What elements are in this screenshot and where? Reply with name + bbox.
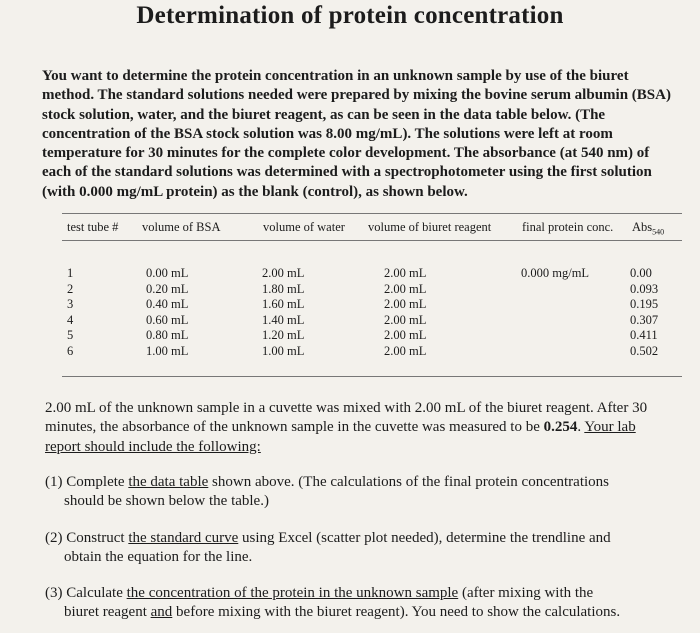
task-3-line2-a: biuret reagent: [64, 604, 151, 621]
column-biuret: [384, 266, 426, 360]
cell-tube-number: 2: [67, 281, 74, 296]
cell-tube-number: 3: [67, 297, 74, 312]
cell-water-volume: 1.80 mL: [262, 281, 305, 296]
intro-text-1: You want to determine the protein concentration in an unknown sample by use of the biuret method. The standard solutions needed were prepared by mixing the bovine serum albumin (BSA) stock solution, water, and the biuret reagent, as can be seen in the data table below. (The concentration of the BSA stock solution was: [42, 68, 671, 142]
task-3-post: (after mixing with the: [458, 585, 594, 601]
column-bsa: [146, 266, 188, 360]
header-absorbance: [632, 220, 664, 237]
cell-absorbance: 0.411: [630, 328, 658, 343]
header-volume-bsa: volume of BSA: [142, 220, 221, 234]
cell-biuret-volume: 2.00 mL: [384, 328, 427, 343]
cell-water-volume: 1.40 mL: [262, 312, 305, 327]
cell-bsa-volume: 0.20 mL: [146, 281, 189, 296]
report-requirement: Your lab report should include the following:: [45, 419, 636, 455]
column-absorbance: [630, 266, 658, 360]
cell-bsa-volume: 1.00 mL: [146, 343, 189, 358]
cell-bsa-volume: 0.40 mL: [146, 297, 189, 312]
cell-bsa-volume: 0.00 mL: [146, 266, 189, 280]
cell-absorbance: 0.195: [630, 297, 659, 312]
cell-tube-number: 5: [67, 328, 74, 343]
cell-tube-number: 1: [67, 266, 74, 280]
task-2-line2: obtain the equation for the line.: [64, 549, 253, 566]
task-1-pre: (1) Complete: [45, 474, 129, 490]
column-test-tube: [67, 266, 73, 360]
task-1-underlined: the data table: [128, 474, 209, 490]
cell-water-volume: 1.00 mL: [262, 343, 305, 358]
cell-tube-number: 6: [67, 343, 74, 358]
cell-water-volume: 1.60 mL: [262, 297, 305, 312]
header-abs-subscript: 540: [652, 227, 665, 237]
cell-bsa-volume: 0.60 mL: [146, 312, 189, 327]
header-test-tube: test tube #: [67, 220, 119, 234]
stock-concentration: 8.00 mg/mL: [325, 125, 403, 142]
task-1-line2: should be shown below the table.): [64, 493, 269, 510]
task-3-line2: [45, 603, 675, 622]
task-3: [45, 584, 675, 623]
unknown-paragraph: [45, 399, 675, 457]
task-3-and: and: [150, 604, 173, 621]
cell-biuret-volume: 2.00 mL: [384, 312, 427, 327]
cell-biuret-volume: 2.00 mL: [384, 343, 427, 358]
cell-absorbance: 0.502: [630, 343, 659, 358]
header-volume-biuret: volume of biuret reagent: [368, 220, 492, 234]
header-volume-water: volume of water: [263, 220, 345, 234]
page-title: Determination of protein concentration: [136, 2, 564, 29]
cell-biuret-volume: 2.00 mL: [384, 281, 427, 296]
cell-absorbance: 0.093: [630, 281, 659, 296]
task-2: [45, 529, 675, 568]
intro-text-2: ). The solutions were left at room temperature for 30 minutes for the complete color development. The absorbance (at 540 nm) of each of the standard solutions was determined with a spectrophotometer using the first solution (with 0.000 mg/mL protein) as the blank (control), as shown below.: [42, 125, 652, 200]
task-3-line2-b: before mixing with the biuret reagent). You need to show the calculations.: [172, 604, 621, 621]
unknown-text-1: 2.00 mL of the unknown sample in a cuvette was mixed with 2.00 mL of the biuret reagent. After 30 minutes, the absorbance of the unknown sample in the cuvette was measured to be: [45, 400, 648, 436]
header-final-conc: final protein conc.: [522, 220, 614, 234]
task-2-pre: (2) Construct: [45, 530, 129, 546]
task-3-underlined: the concentration of the protein in the unknown sample: [126, 585, 459, 601]
cell-final-conc: 0.000 mg/mL: [521, 266, 590, 280]
table-top-rule: [62, 213, 682, 214]
unknown-text-2: .: [577, 419, 585, 436]
task-2-underlined: the standard curve: [128, 530, 239, 546]
cell-biuret-volume: 2.00 mL: [384, 266, 427, 280]
table-bottom-rule: [62, 376, 682, 377]
column-water: [262, 266, 304, 360]
cell-water-volume: 1.20 mL: [262, 328, 305, 343]
task-1-post: shown above. (The calculations of the final protein concentrations: [208, 474, 609, 490]
cell-bsa-volume: 0.80 mL: [146, 328, 189, 343]
table-header-rule: [62, 240, 682, 241]
cell-tube-number: 4: [67, 312, 74, 327]
cell-biuret-volume: 2.00 mL: [384, 297, 427, 312]
unknown-absorbance: 0.254: [543, 419, 578, 436]
task-2-post: using Excel (scatter plot needed), determine the trendline and: [238, 530, 611, 546]
header-abs-label: Abs: [632, 220, 653, 234]
cell-absorbance: 0.307: [630, 312, 659, 327]
cell-water-volume: 2.00 mL: [262, 266, 305, 280]
column-final-conc: [521, 266, 589, 282]
task-1: [45, 473, 675, 512]
cell-absorbance: 0.00: [630, 266, 652, 280]
task-3-pre: (3) Calculate: [45, 585, 127, 601]
intro-paragraph: [42, 67, 682, 202]
